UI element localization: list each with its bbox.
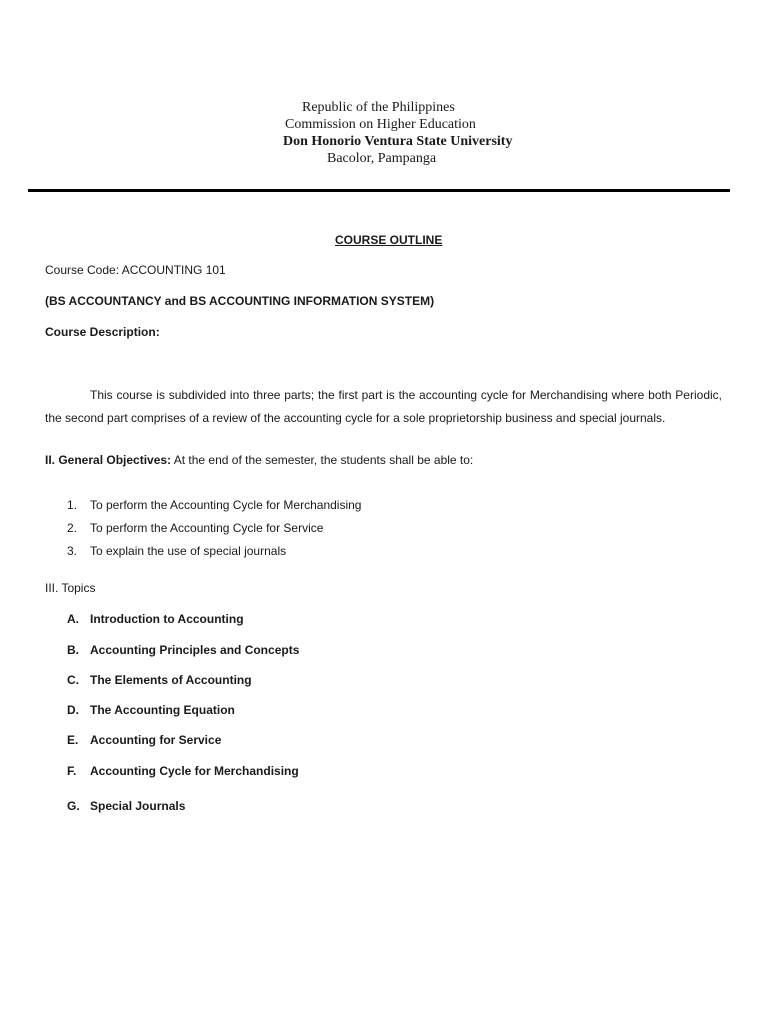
header-divider bbox=[28, 189, 730, 192]
course-code: Course Code: ACCOUNTING 101 bbox=[45, 263, 226, 277]
objective-number: 1. bbox=[67, 498, 78, 512]
topic-letter: B. bbox=[67, 643, 79, 657]
header-location: Bacolor, Pampanga bbox=[327, 151, 437, 166]
program-line: (BS ACCOUNTANCY and BS ACCOUNTING INFORMATION SYSTEM) bbox=[45, 294, 435, 308]
header-commission: Commission on Higher Education bbox=[285, 117, 476, 132]
topic-letter: G. bbox=[67, 799, 80, 813]
topic-item: Accounting Cycle for Merchandising bbox=[90, 764, 299, 778]
general-objectives-line bbox=[45, 453, 473, 468]
topic-item: The Accounting Equation bbox=[90, 703, 235, 717]
topics-label: III. Topics bbox=[45, 581, 96, 595]
topic-item: Accounting Principles and Concepts bbox=[90, 643, 300, 657]
course-description-label: Course Description: bbox=[45, 325, 160, 339]
course-description-paragraph: This course is subdivided into three parts; the first part is the accounting cycle for Merchandising where both Periodic, the second part comprises of a review of the accounting cycle for a sole proprietorship business and special journals. bbox=[45, 388, 722, 425]
topic-item: Introduction to Accounting bbox=[90, 612, 244, 626]
topic-item: Accounting for Service bbox=[90, 733, 222, 747]
topic-letter: A. bbox=[67, 612, 79, 626]
objective-item: To perform the Accounting Cycle for Merchandising bbox=[90, 498, 362, 512]
document-title: COURSE OUTLINE bbox=[335, 233, 443, 247]
objective-number: 3. bbox=[67, 544, 78, 558]
topic-letter: C. bbox=[67, 673, 79, 687]
header-university: Don Honorio Ventura State University bbox=[283, 134, 513, 149]
topic-item: Special Journals bbox=[90, 799, 186, 813]
topic-item: The Elements of Accounting bbox=[90, 673, 252, 687]
topic-letter: D. bbox=[67, 703, 79, 717]
general-objectives-intro: At the end of the semester, the students shall be able to: bbox=[171, 453, 474, 467]
objective-number: 2. bbox=[67, 521, 78, 535]
topic-letter: E. bbox=[67, 733, 79, 747]
header-republic: Republic of the Philippines bbox=[302, 100, 455, 115]
general-objectives-label: II. General Objectives: bbox=[45, 453, 172, 467]
objective-item: To explain the use of special journals bbox=[90, 544, 287, 558]
topic-letter: F. bbox=[67, 764, 77, 778]
objective-item: To perform the Accounting Cycle for Service bbox=[90, 521, 324, 535]
